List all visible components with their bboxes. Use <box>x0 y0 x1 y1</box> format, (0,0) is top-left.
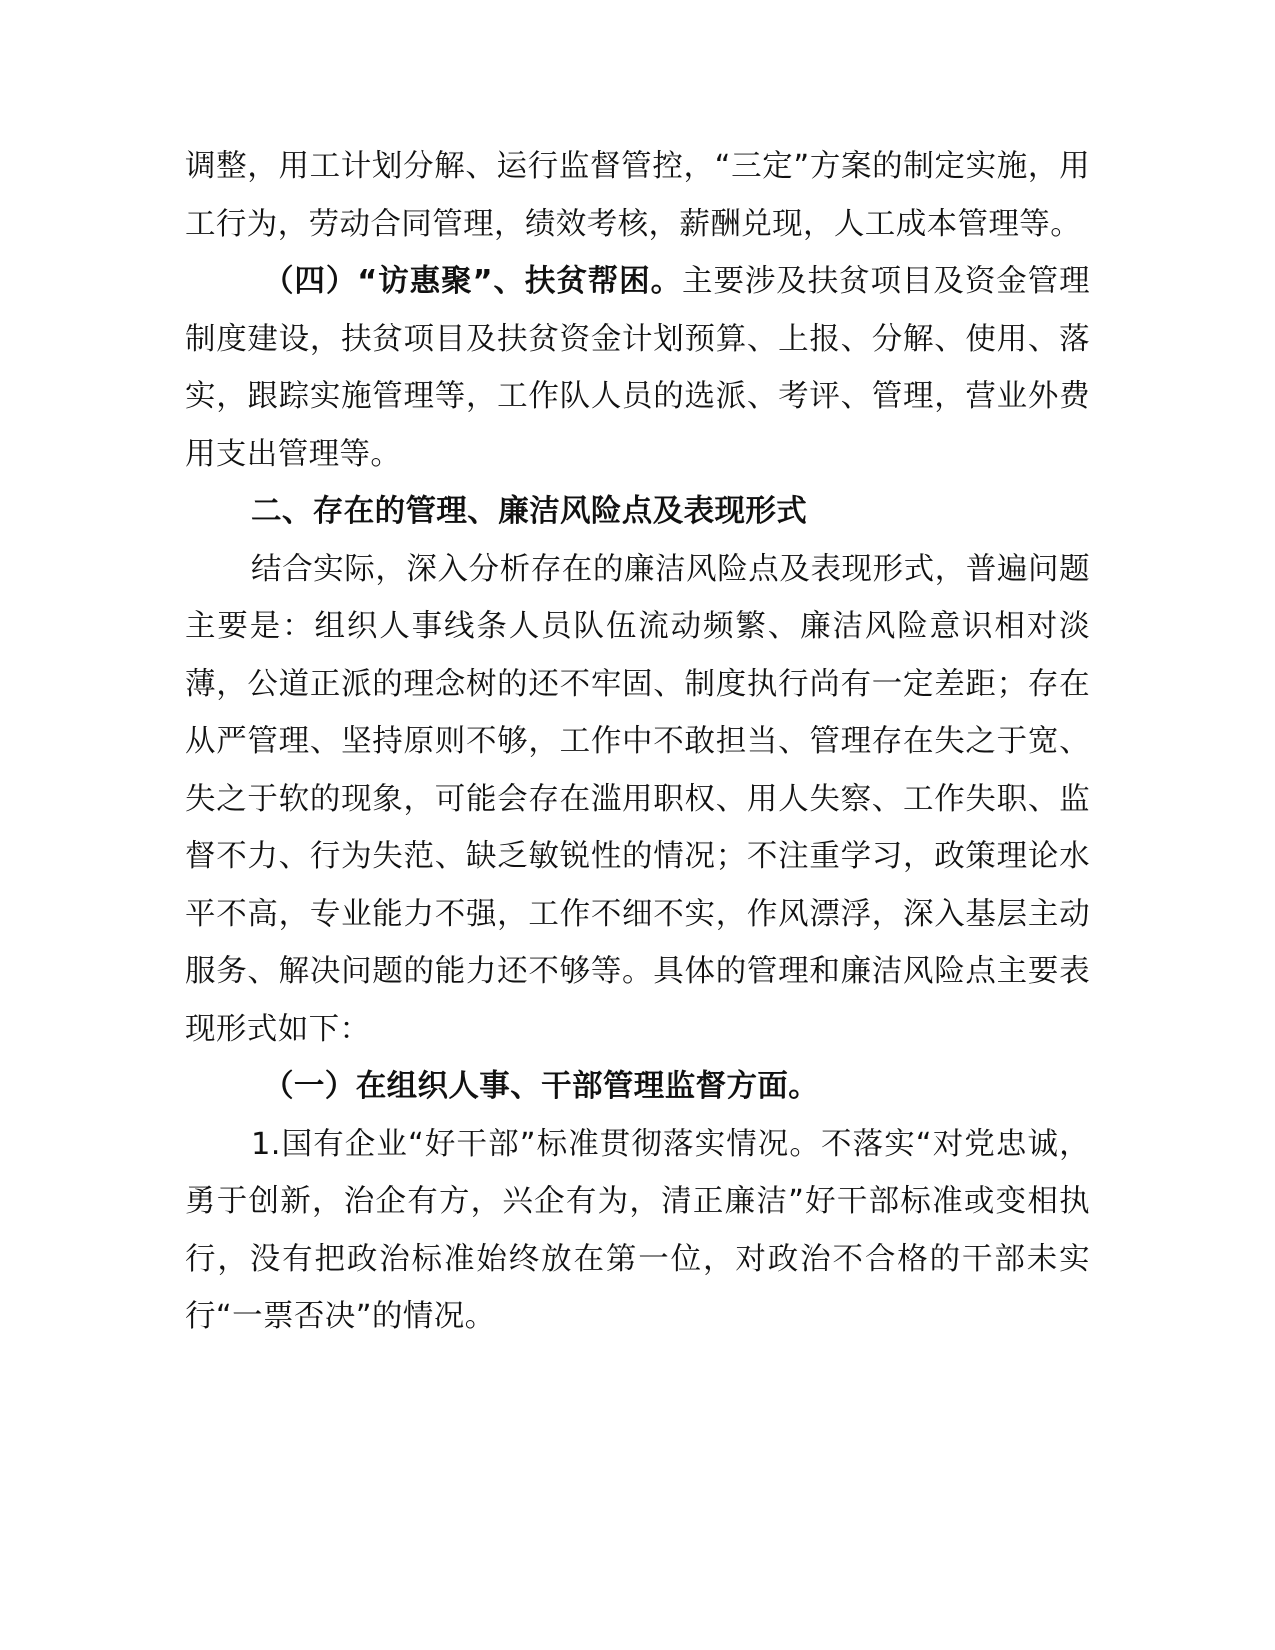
paragraph-risk-analysis: 结合实际，深入分析存在的廉洁风险点及表现形式，普遍问题主要是：组织人事线条人员队伍流动频繁、廉洁风险意识相对淡薄，公道正派的理念树的还不牢固、制度执行尚有一定差距；存在从严管理、坚持原则不够，工作中不敢担当、管理存在失之于宽、失之于软的现象，可能会存在滥用职权、用人失察、工作失职、监督不力、行为失范、缺乏敏锐性的情况；不注重学习，政策理论水平不高，专业能力不强，工作不细不实，作风漂浮，深入基层主动服务、解决问题的能力还不够等。具体的管理和廉洁风险点主要表现形式如下： <box>185 551 1090 1047</box>
paragraph-poverty-alleviation <box>185 253 1090 483</box>
paragraph-cadre-standard: 1.国有企业“好干部”标准贯彻落实情况。不落实“对党忠诚，勇于创新，治企有方，兴企有为，清正廉洁”好干部标准或变相执行，没有把政治标准始终放在第一位，对政治不合格的干部未实行“一票否决”的情况。 <box>185 1126 1090 1334</box>
subsection-body-4: 主要涉及扶贫项目及资金管理制度建设，扶贫项目及扶贫资金计划预算、上报、分解、使用、落实，跟踪实施管理等，工作队人员的选派、考评、管理，营业外费用支出管理等。 <box>185 264 1090 472</box>
document-body <box>185 138 1090 1346</box>
subsection-heading-4: （四）“访惠聚”、扶贫帮困。 <box>263 264 683 299</box>
section-heading-2: 二、存在的管理、廉洁风险点及表现形式 <box>251 494 808 529</box>
subsection-heading-1: （一）在组织人事、干部管理监督方面。 <box>263 1069 820 1104</box>
paragraph-continuation: 调整，用工计划分解、运行监督管控，“三定”方案的制定实施，用工行为，劳动合同管理，绩效考核，薪酬兑现，人工成本管理等。 <box>185 149 1090 242</box>
